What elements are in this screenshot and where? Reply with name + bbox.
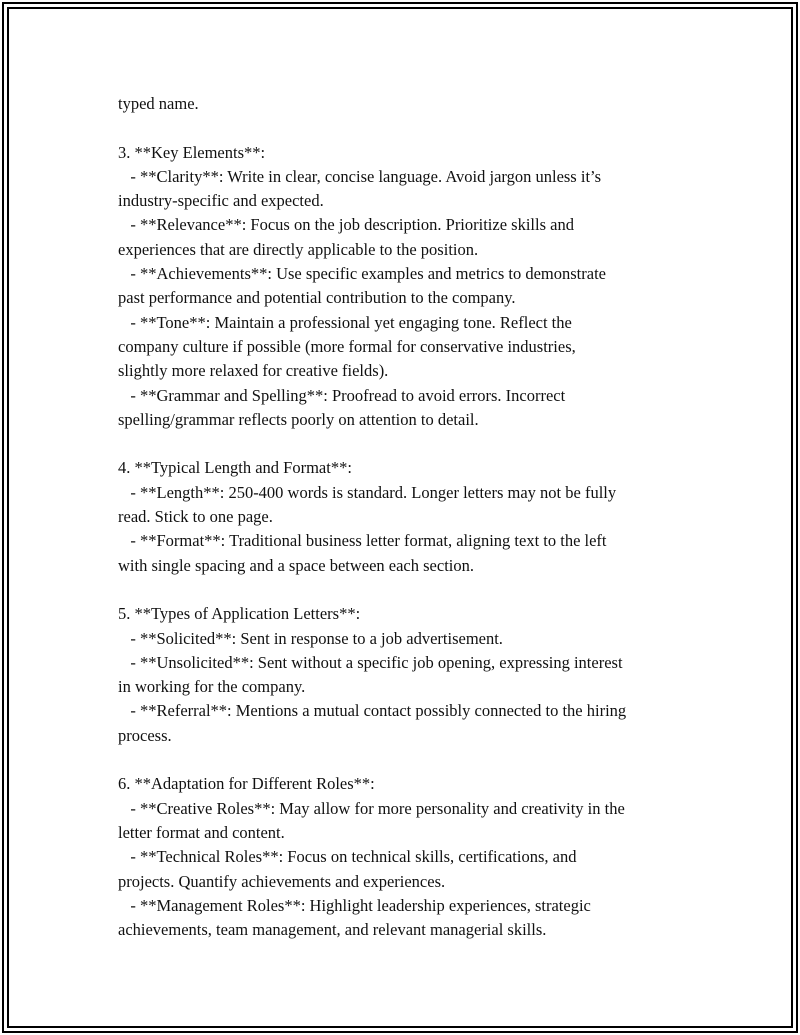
text-line: read. Stick to one page.: [118, 507, 273, 527]
text-line: with single spacing and a space between each section.: [118, 555, 474, 575]
text-line: - **Solicited**: Sent in response to a job advertisement.: [118, 628, 503, 648]
section-heading-types: 5. **Types of Application Letters**:: [118, 604, 361, 624]
text-line: - **Tone**: Maintain a professional yet engaging tone. Reflect the: [118, 312, 572, 332]
text-line: achievements, team management, and relevant managerial skills.: [118, 920, 547, 940]
document-body: [118, 92, 698, 942]
text-line: - **Format**: Traditional business letter format, aligning text to the left: [118, 531, 607, 551]
section-heading-key-elements: 3. **Key Elements**:: [118, 142, 266, 162]
section-heading-length-format: 4. **Typical Length and Format**:: [118, 458, 352, 478]
text-line: company culture if possible (more formal for conservative industries,: [118, 336, 576, 356]
blank-line: [118, 432, 698, 456]
text-line: - **Referral**: Mentions a mutual contact possibly connected to the hiring: [118, 701, 627, 721]
blank-line: [118, 748, 698, 772]
text-line: slightly more relaxed for creative fields).: [118, 361, 389, 381]
text-line: spelling/grammar reflects poorly on attention to detail.: [118, 409, 479, 429]
section-heading-adaptation: 6. **Adaptation for Different Roles**:: [118, 774, 375, 794]
blank-line: [118, 578, 698, 602]
text-line: projects. Quantify achievements and experiences.: [118, 871, 446, 891]
text-line: - **Grammar and Spelling**: Proofread to avoid errors. Incorrect: [118, 385, 566, 405]
text-line: past performance and potential contribution to the company.: [118, 288, 516, 308]
text-line: - **Clarity**: Write in clear, concise language. Avoid jargon unless it’s: [118, 166, 602, 186]
text-line: process.: [118, 725, 172, 745]
text-line: experiences that are directly applicable to the position.: [118, 239, 479, 259]
text-line: - **Technical Roles**: Focus on technical skills, certifications, and: [118, 847, 577, 867]
text-line: - **Unsolicited**: Sent without a specific job opening, expressing interest: [118, 652, 623, 672]
text-line: industry-specific and expected.: [118, 191, 324, 211]
text-line: - **Achievements**: Use specific examples and metrics to demonstrate: [118, 264, 606, 284]
text-line: - **Creative Roles**: May allow for more personality and creativity in the: [118, 798, 625, 818]
text-line: - **Relevance**: Focus on the job description. Prioritize skills and: [118, 215, 574, 235]
text-line: letter format and content.: [118, 822, 285, 842]
blank-line: [118, 116, 698, 140]
text-line: in working for the company.: [118, 677, 306, 697]
text-line: typed name.: [118, 94, 199, 113]
text-line: - **Management Roles**: Highlight leadership experiences, strategic: [118, 895, 591, 915]
text-line: - **Length**: 250-400 words is standard. Longer letters may not be fully: [118, 482, 617, 502]
